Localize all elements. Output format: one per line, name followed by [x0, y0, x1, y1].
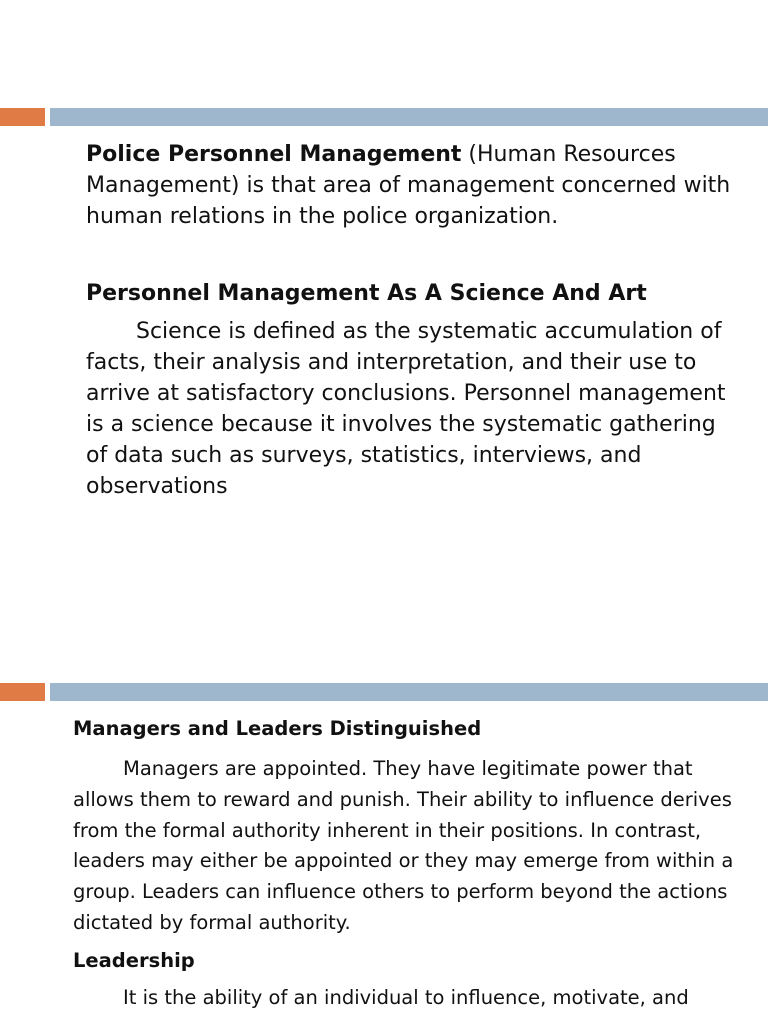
accent-bar-blue	[50, 108, 768, 126]
intro-definition: (Human Resources Management) is that area of management concerned with human relations in the police organization.	[86, 142, 731, 229]
managers-leaders-heading: Managers and Leaders Distinguished	[73, 717, 482, 740]
leadership-heading: Leadership	[73, 949, 195, 972]
accent-bar-orange	[0, 683, 45, 701]
managers-leaders-paragraph	[73, 754, 743, 939]
accent-bar-orange	[0, 108, 45, 126]
intro-term: Police Personnel Management	[86, 142, 462, 167]
science-paragraph	[86, 316, 736, 502]
leadership-paragraph	[73, 983, 743, 1014]
accent-bar-blue	[50, 683, 768, 701]
science-text: Science is defined as the systematic accumulation of facts, their analysis and interpretation, and their use to arrive at satisfactory conclusions. Personnel management is a science because it involves the systematic gathering of data such as surveys, statistics, interviews, and observations	[86, 319, 726, 499]
section-heading: Personnel Management As A Science And Art	[86, 281, 647, 306]
slide-2	[0, 660, 768, 1024]
leadership-text: It is the ability of an individual to influence, motivate, and	[123, 986, 689, 1009]
managers-leaders-text: Managers are appointed. They have legitimate power that allows them to reward and punish. Their ability to influence derives from the formal authority inherent in their positions. In contrast, leaders may either be appointed or they may emerge from within a group. Leaders can influence others to perform beyond the actions dictated by formal authority.	[73, 757, 734, 934]
intro-paragraph	[86, 139, 736, 232]
